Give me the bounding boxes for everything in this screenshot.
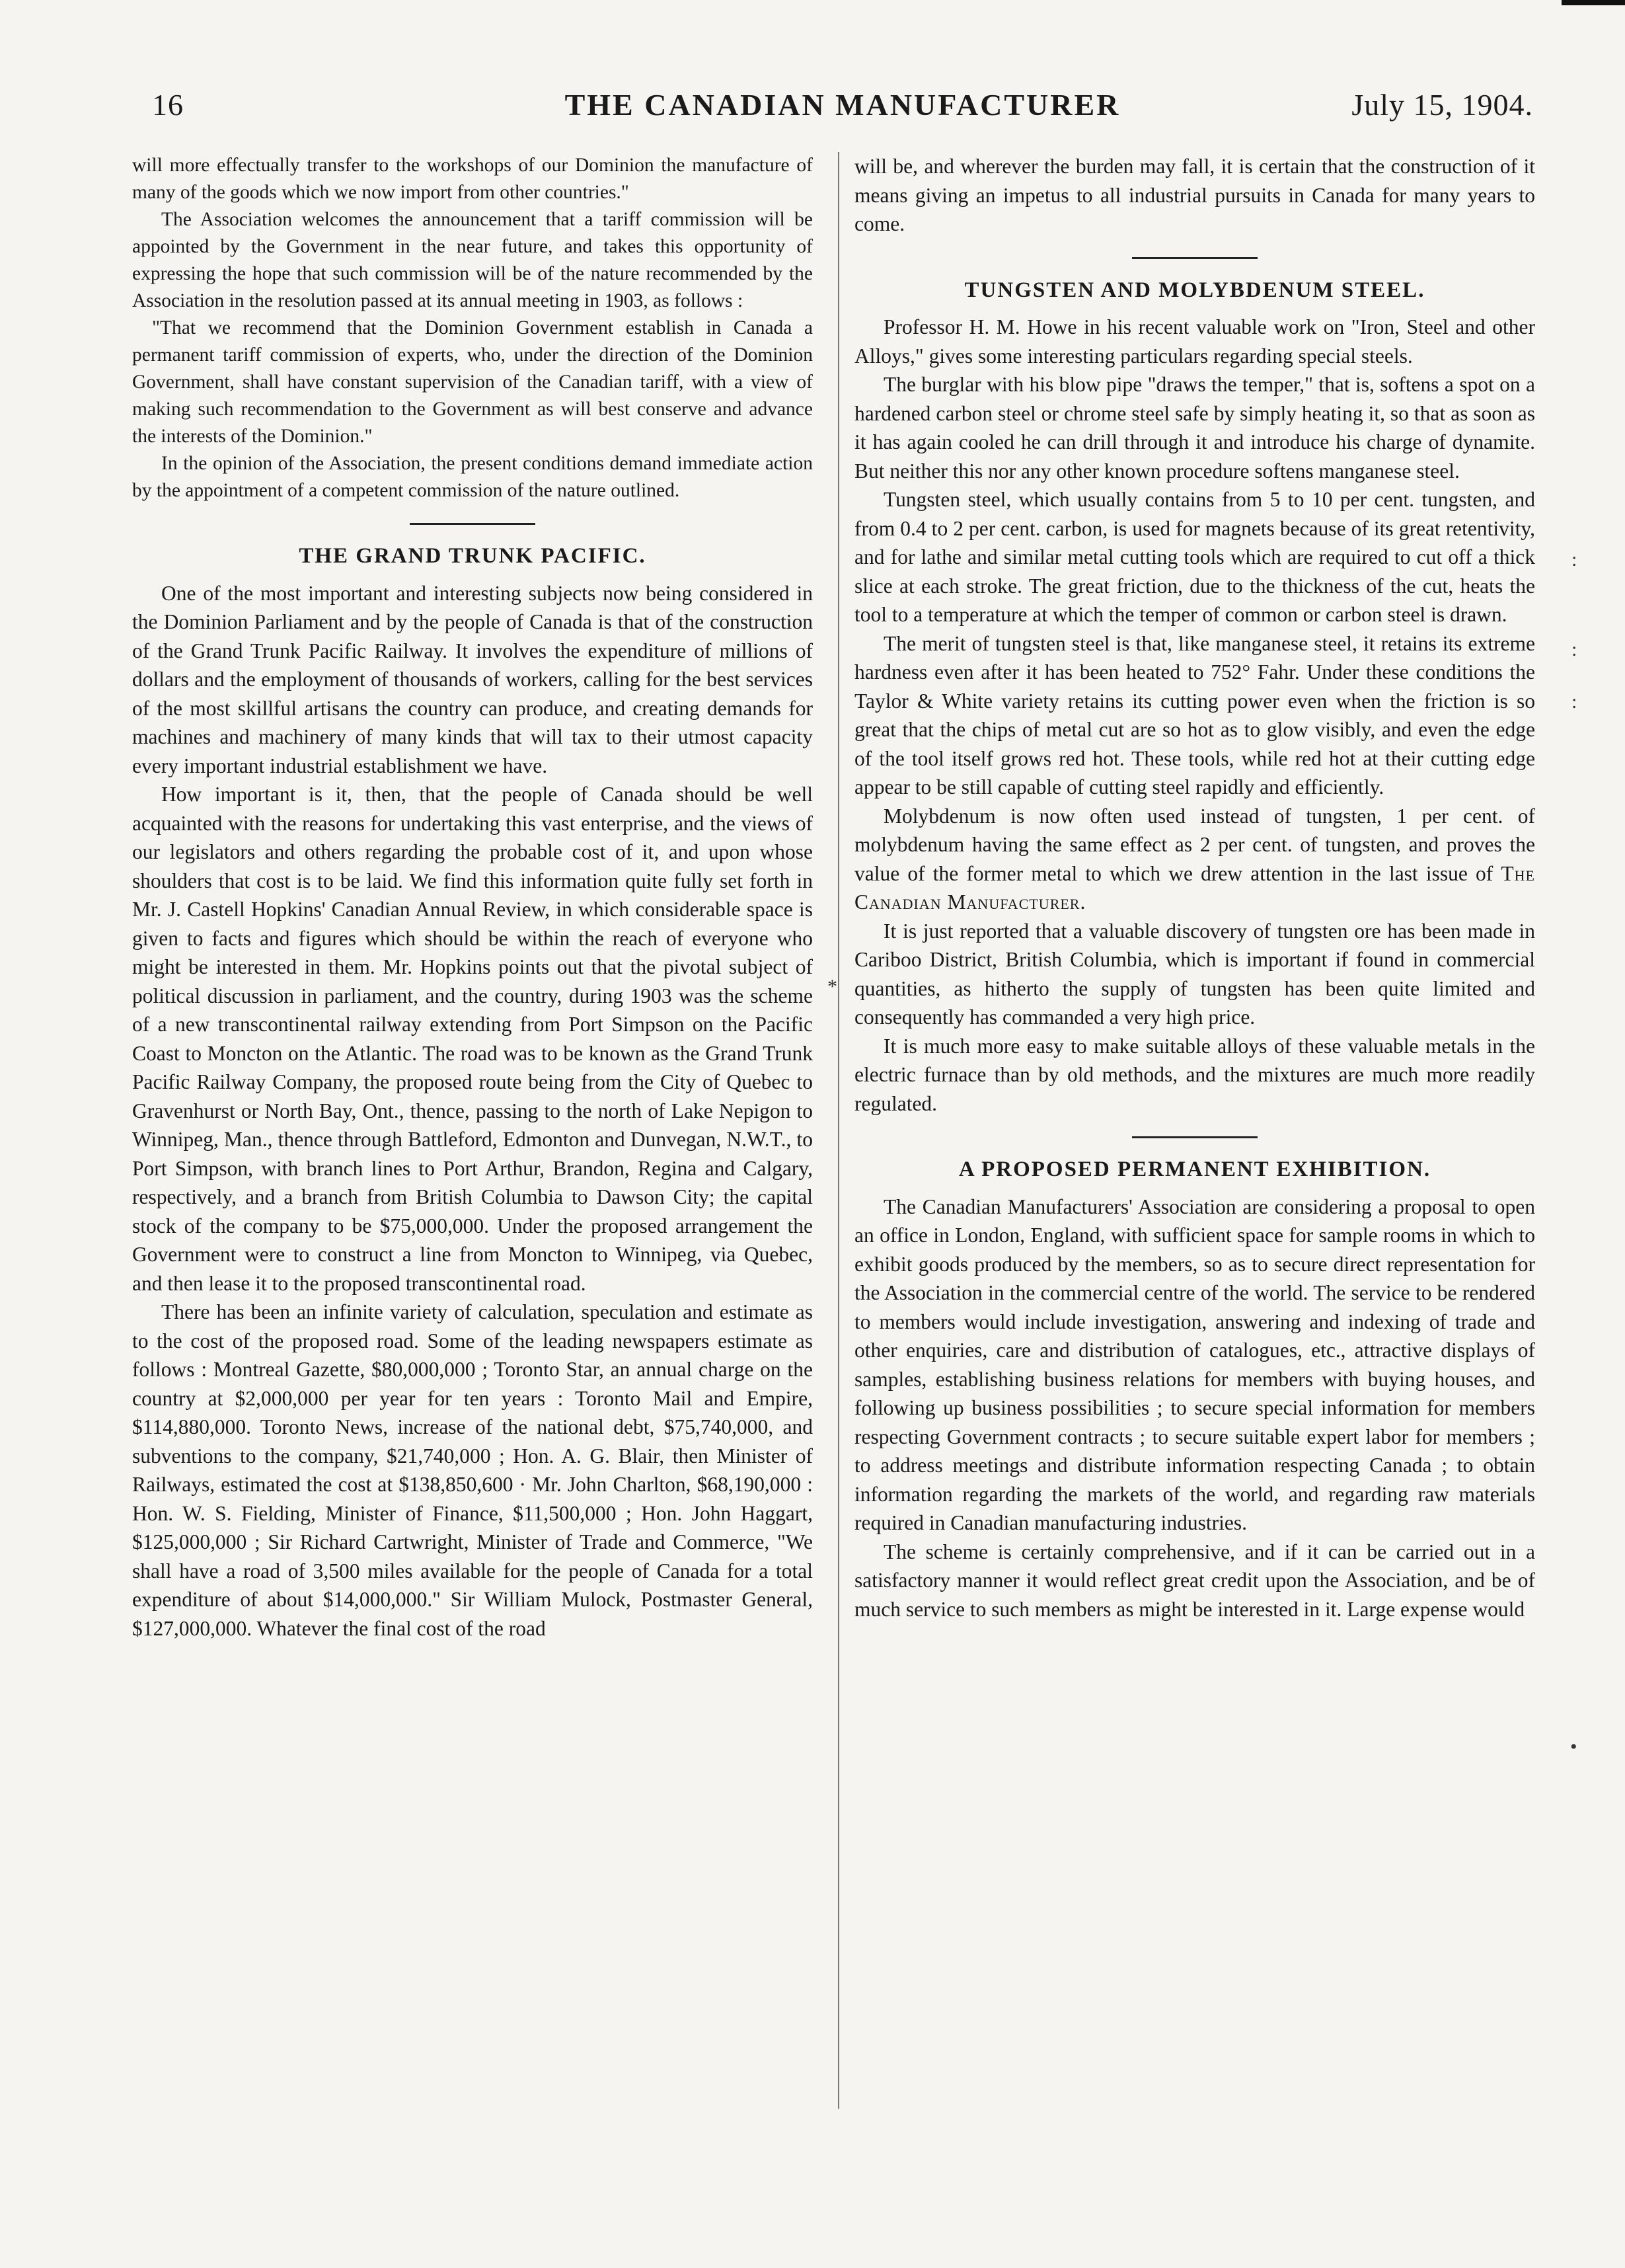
page-header [152,87,1533,134]
section-divider [410,523,535,525]
gtp-paragraph-1: One of the most important and interesting subjects now being considered in the Dominion Parliament and by the people of Canada is that of the construction of the Grand Trunk Pacific Railway. It involves the expenditure of millions of dollars and the employment of thousands of workers, calling for the best services of the most skillful artisans the country can produce, and creating demands for machines and machinery of many kinds that will tax to their utmost capacity every important industrial establishment we have. [132,581,813,777]
publication-reference: The Canadian Manufacturer. [854,861,1535,914]
gtp-heading: THE GRAND TRUNK PACIFIC. [299,544,646,568]
tungsten-paragraph-5 [854,802,1535,917]
gtp-paragraph-3: There has been an infinite variety of calculation, speculation and estimate as to the cost of the proposed road. Some of the leading newspapers estimate as follows : Montreal Gazette, $80,000,000 ; Toronto Star, an annual charge on the country at $2,000,000 per year for ten years : Toronto Mail and Empire, $114,880,000. Toronto News, increase of the national debt, $75,740,000, and subventions to the company, $21,740,000 ; Hon. A. G. Blair, then Minister of Railways, estimated the cost at $138,850,600 · Mr. John Charlton, $68,190,000 : Hon. W. S. Fielding, Minister of Finance, $11,500,000 ; Hon. John Haggart, $125,000,000 ; Sir Richard Cartwright, Minister of Trade and Commerce, "We shall have a road of 3,500 miles available for the people of Canada for a total expenditure of about $14,000,000." Sir William Mulock, Postmaster General, $127,000,000. Whatever the final cost of the road [132,1300,813,1640]
margin-mark-colon-1: : [1571,549,1577,570]
association-paragraph: The Association welcomes the announcement that a tariff commission will be appointed by the Government in the near future, and takes this opportunity of expressing the hope that such commission will be of the nature recommended by the Association in the resolution passed at its annual meeting in 1903, as follows : [132,209,813,311]
corner-rule [1562,0,1625,5]
left-column [132,152,813,1643]
margin-mark-asterisk: * [827,976,837,997]
issue-date: July 15, 1904. [1351,88,1533,122]
page-number: 16 [152,88,184,122]
tungsten-paragraph-1: Professor H. M. Howe in his recent valuable work on "Iron, Steel and other Alloys," gives some interesting particulars regarding special steels. [854,315,1535,368]
intro-paragraph: will more effectually transfer to the workshops of our Dominion the manufacture of many of the goods which we now import from other countries." [132,155,813,203]
section-divider [1132,1136,1258,1138]
resolution-quote: "That we recommend that the Dominion Government establish in Canada a permanent tariff commission of experts, who, under the direction of the Dominion Government, shall have constant supervision of the Canadian tariff, with a view of making such recommendation to the Government as will best conserve and advance the interests of the Dominion." [132,317,813,447]
tungsten-heading: TUNGSTEN AND MOLYBDENUM STEEL. [964,278,1425,302]
gtp-continuation: will be, and wherever the burden may fall, it is certain that the construction of it means giving an impetus to all industrial pursuits in Canada for many years to come. [854,155,1535,235]
opinion-paragraph: In the opinion of the Association, the present conditions demand immediate action by the appointment of a competent commission of the nature outlined. [132,453,813,501]
section-divider [1132,257,1258,259]
tungsten-paragraph-7: It is much more easy to make suitable alloys of these valuable metals in the electric furnace than by old methods, and the mixtures are much more readily regulated. [854,1034,1535,1115]
margin-mark-colon-3: : [1571,691,1577,713]
publication-title: THE CANADIAN MANUFACTURER [564,88,1121,122]
gtp-paragraph-2: How important is it, then, that the people of Canada should be well acquainted with the reasons for undertaking this vast enterprise, and the views of our legislators and others regarding the probable cost of it, and upon whose shoulders that cost is to be laid. We find this information quite fully set forth in Mr. J. Castell Hopkins' Canadian Annual Review, in which considerable space is given to facts and figures which should be within the reach of everyone who might be interested in them. Mr. Hopkins points out that the pivotal subject of political discussion in parliament, and the country, during 1903 was the scheme of a new transcontinental railway extending from Port Simpson on the Pacific Coast to Moncton on the Atlantic. The road was to be known as the Grand Trunk Pacific Railway Company, the proposed route being from the City of Quebec to Gravenhurst or North Bay, Ont., thence, passing to the north of Lake Nepigon to Winnipeg, Man., thence through Battleford, Edmonton and Dunvegan, N.W.T., to Port Simpson, with branch lines to Port Arthur, Brandon, Regina and Calgary, respectively, and a branch from British Columbia to Dawson City; the capital stock of the company to be $75,000,000. Under the proposed arrangement the Government were to construct a line from Moncton to Winnipeg, via Quebec, and then lease it to the proposed transcontinental road. [132,783,813,1295]
margin-mark-dot: • [1570,1736,1577,1758]
tungsten-paragraph-3: Tungsten steel, which usually contains from 5 to 10 per cent. tungsten, and from 0.4 to 2 per cent. carbon, is used for magnets because of its great retentivity, and for lathe and similar metal cutting tools which are required to cut off a thick slice at each stroke. The great friction, due to the thickness of the cut, heats the tool to a temperature at which the temper of common or carbon steel is drawn. [854,488,1535,626]
exhibition-paragraph-1: The Canadian Manufacturers' Association are considering a proposal to open an office in London, England, with sufficient space for sample rooms in which to exhibit goods produced by the members, so as to secure direct representation for the Association in the commercial centre of the world. The service to be rendered to members would include investigation, answering and indexing of trade and other enquiries, care and distribution of catalogues, etc., attractive displays of samples, establishing business relations for members with buying houses, and following up business possibilities ; to secure special information for members respecting Government contracts ; to secure suitable expert labor for members ; to address meetings and distribute information respecting Canada ; to obtain information regarding the markets of the world, and regarding raw materials required in Canadian manufacturing industries. [854,1194,1535,1534]
tungsten-paragraph-6: It is just reported that a valuable discovery of tungsten ore has been made in Cariboo District, British Columbia, which is important if found in commercial quantities, as hitherto the supply of tungsten has been quite limited and consequently has commanded a very high price. [854,919,1535,1029]
exhibition-paragraph-2: The scheme is certainly comprehensive, and if it can be carried out in a satisfactory manner it would reflect great credit upon the Association, and be of much service to such members as might be interested in it. Large expense would [854,1540,1535,1621]
right-column [854,152,1535,1623]
tungsten-paragraph-4: The merit of tungsten steel is that, like manganese steel, it retains its extreme hardness even after it has been heated to 752° Fahr. Under these conditions the Taylor & White variety retains its cutting power even when the friction is so great that the chips of metal cut are so hot as to glow visibly, and even the edge of the tool itself grows red hot. These tools, while red hot at their cutting edge appear to be still capable of cutting steel rapidly and efficiently. [854,631,1535,799]
exhibition-heading: A PROPOSED PERMANENT EXHIBITION. [958,1157,1431,1181]
tungsten-paragraph-2: The burglar with his blow pipe "draws the temper," that is, softens a spot on a hardened carbon steel or chrome steel safe by simply heating it, so that as soon as it has again cooled he can drill through it and introduce his charge of dynamite. But neither this nor any other known procedure softens manganese steel. [854,373,1535,483]
column-divider [838,152,839,2109]
margin-mark-colon-2: : [1571,639,1577,660]
molybdenum-text: Molybdenum is now often used instead of tungsten, 1 per cent. of molybdenum having the same effect as 2 per cent. of tungsten, and proves the value of the former metal to which we drew attention in the last issue of [854,804,1535,885]
